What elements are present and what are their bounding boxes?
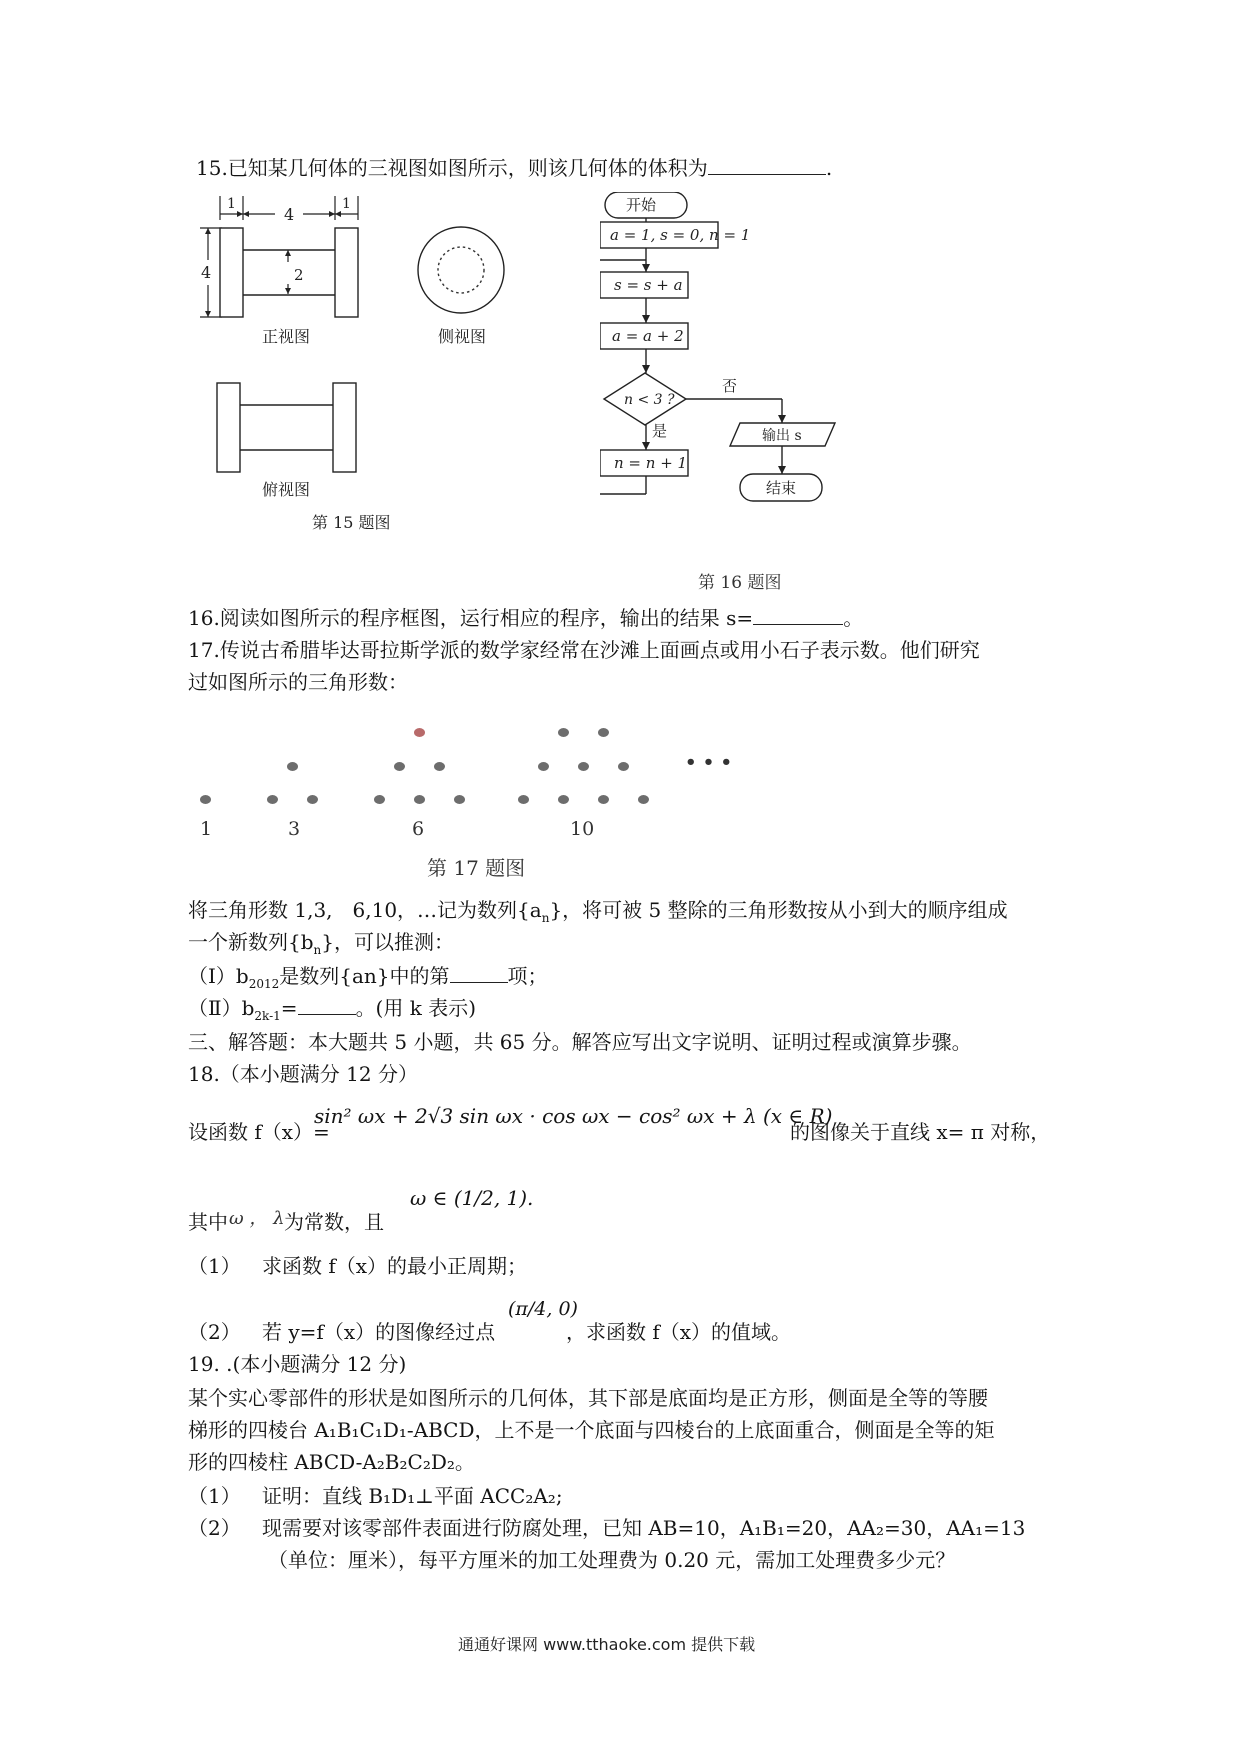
dot [267,795,278,804]
dot [414,728,425,737]
q17-p1-blank [450,962,508,983]
q17-desc2 [188,928,454,964]
q18-header: 18.（本小题满分 12 分） [188,1062,418,1086]
q17-p1-b: 是数列{an}中的第 [279,964,450,988]
start-terminal: 开始 [626,196,657,214]
dot [518,795,529,804]
fig17-caption: 第 17 题图 [427,856,526,880]
q16-end: 。 [843,606,864,630]
dot [598,728,609,737]
q19-line3: 形的四棱柱 ABCD-A₂B₂C₂D₂。 [188,1450,475,1474]
dot [394,762,405,771]
q19-p2-text2: （单位：厘米），每平方厘米的加工处理费为 0.20 元，需加工处理费多少元？ [268,1548,956,1572]
q16-line [188,604,863,632]
dot [558,795,569,804]
q17-part1 [188,962,548,998]
section-3-heading: 三、解答题：本大题共 5 小题，共 65 分。解答应写出文字说明、证明过程或演算步骤。 [188,1030,972,1054]
q16-text: 16.阅读如图所示的程序框图，运行相应的程序，输出的结果 s= [188,606,754,630]
q18-line2-a: 其中 [188,1210,228,1234]
q18-p2-text-a: 若 y=f（x）的图像经过点 [262,1320,496,1344]
side-view [418,227,504,313]
q18-p2-num: （2） [188,1320,241,1344]
dim-left-height: 4 [201,263,212,282]
q15-text: 15.已知某几何体的三视图如图所示，则该几何体的体积为 [196,156,708,180]
q17-desc2-sub: n [313,943,322,957]
dot [538,762,549,771]
q17-desc1 [188,896,1008,932]
no-label: 否 [722,377,738,395]
q19-p1-num: （1） [188,1484,241,1508]
q17-line2: 过如图所示的三角形数： [188,670,408,694]
q18-f-prefix: 设函数 f（x）= [188,1120,330,1144]
q18-line2-b: 为常数，且 [284,1210,384,1234]
q17-part2 [188,994,476,1030]
q17-desc2-b: }，可以推测： [321,930,454,954]
q18-point: (π/4, 0) [508,1298,578,1320]
end-terminal: 结束 [766,479,797,497]
q17-p1-c: 项； [507,964,548,988]
q15-end: . [825,156,833,180]
dim-top-mid: 4 [284,205,295,224]
dot [598,795,609,804]
dim-inner-height: 2 [294,266,304,284]
label-3: 3 [288,818,301,840]
dot [558,728,569,737]
q18-params: ω ， λ [229,1208,285,1229]
increment-n-box: n = n + 1 [614,454,688,472]
ellipsis: • • • [685,752,733,773]
q17-p2-sub: 2k-1 [254,1009,281,1023]
q17-line1: 17.传说古希腊毕达哥拉斯学派的数学家经常在沙滩上面画点或用小石子表示数。他们研究 [188,638,980,662]
q17-p2-blank [298,994,356,1015]
top-view [217,383,356,472]
q19-header: 19. .(本小题满分 12 分) [188,1352,407,1376]
fig15-caption: 第 15 题图 [312,513,391,532]
q18-p2-text-b: ，求函数 f（x）的值域。 [566,1320,792,1344]
yes-label: 是 [652,422,668,440]
dot [454,795,465,804]
side-view-label: 侧视图 [438,327,487,346]
dot [287,762,298,771]
label-1: 1 [200,818,213,840]
q18-omega-range: ω ∈ (1/2, 1). [410,1186,534,1210]
three-view-drawing [200,190,560,570]
flowchart [600,192,940,582]
q17-desc1-a: 将三角形数 1,3, 6,10，…记为数列{a [188,898,542,922]
dot [200,795,211,804]
q18-p1-num: （1） [188,1254,241,1278]
increment-a-box: a = a + 2 [612,327,684,345]
condition-diamond: n < 3 ? [624,392,675,408]
q19-p2-num: （2） [188,1516,241,1540]
dim-top-left: 1 [227,196,236,212]
init-box: a = 1, s = 0, n = 1 [610,226,751,244]
q18-p1-text: 求函数 f（x）的最小正周期； [262,1254,528,1278]
dot [374,795,385,804]
q19-p2-text: 现需要对该零部件表面进行防腐处理，已知 AB=10，A₁B₁=20，AA₂=30，AA₁=13 [262,1516,1026,1540]
q17-desc1-sub: n [541,911,550,925]
q16-answer-blank [753,604,843,625]
front-view-label: 正视图 [262,327,311,346]
q17-p2-a: （Ⅱ）b [188,996,255,1020]
dot [307,795,318,804]
fig16-caption: 第 16 题图 [698,573,782,593]
q19-p1-text: 证明：直线 B₁D₁⊥平面 ACC₂A₂; [262,1484,563,1508]
q17-p1-sub: 2012 [248,977,280,991]
dot [414,795,425,804]
q15-line [196,154,832,182]
dot [638,795,649,804]
q17-p2-b: = [280,996,298,1020]
q17-desc2-a: 一个新数列{b [188,930,314,954]
sum-box: s = s + a [614,276,683,294]
q18-f-suffix: 的图像关于直线 x= π 对称， [790,1120,1051,1144]
page-footer: 通通好课网 www.tthaoke.com 提供下载 [458,1635,756,1654]
q15-answer-blank [708,154,826,175]
q19-line2: 梯形的四棱台 A₁B₁C₁D₁-ABCD，上不是一个底面与四棱台的上底面重合，侧面是全等的矩 [188,1418,995,1442]
front-view [220,228,358,317]
q17-p2-c: 。(用 k 表示) [355,996,477,1020]
q17-p1-a: （Ⅰ）b [188,964,249,988]
label-6: 6 [412,818,425,840]
dot [434,762,445,771]
dot [618,762,629,771]
dot [578,762,589,771]
label-10: 10 [570,818,595,840]
q17-desc1-b: }，将可被 5 整除的三角形数按从小到大的顺序组成 [549,898,1008,922]
q18-f-expr: sin² ωx + 2√3 sin ωx · cos ωx − cos² ωx + λ (x ∈ R) [314,1104,833,1128]
top-view-label: 俯视图 [262,480,311,499]
output-box: 输出 s [762,428,802,444]
q19-line1: 某个实心零部件的形状是如图所示的几何体，其下部是底面均是正方形，侧面是全等的等腰 [188,1386,988,1410]
dim-top-right: 1 [342,196,351,212]
